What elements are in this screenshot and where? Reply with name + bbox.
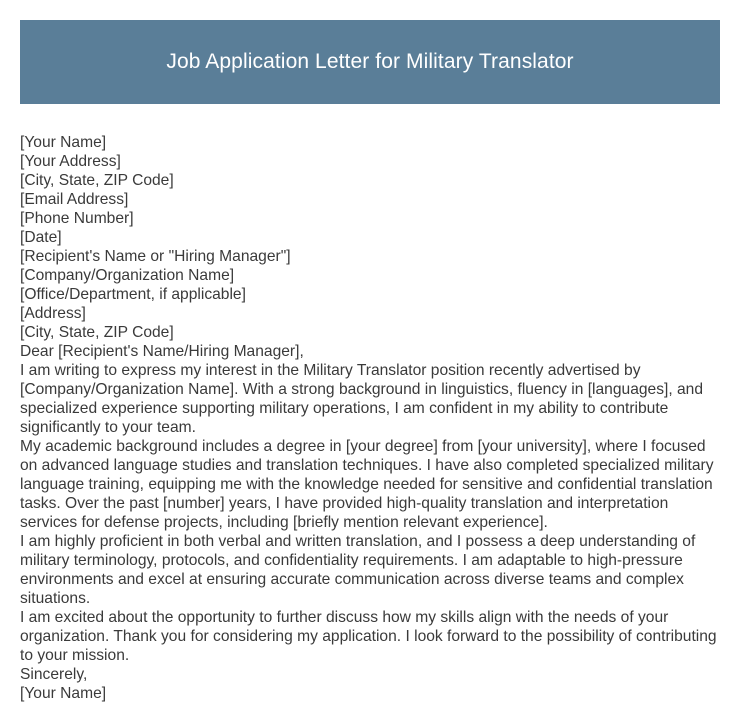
recipient-name: [Recipient's Name or "Hiring Manager"] xyxy=(20,248,291,265)
sender-name: [Your Name] xyxy=(20,134,107,151)
paragraph-skills: I am highly proficient in both verbal and written translation, and I possess a deep understanding of military terminology, protocols, and confidentiality requirements. I am adaptable to high-pressure environments and excel at ensuring accurate communication across diverse teams and complex situations. xyxy=(20,533,696,607)
sender-email: [Email Address] xyxy=(20,191,129,208)
sender-address: [Your Address] xyxy=(20,153,121,170)
paragraph-intro: I am writing to express my interest in the Military Translator position recently advertised by [Company/Organization Name]. With a strong background in linguistics, fluency in [languages], and specialized experience supporting military operations, I am confident in my ability to contribute significantly to your team. xyxy=(20,362,704,436)
sender-phone: [Phone Number] xyxy=(20,210,134,227)
header-banner xyxy=(20,20,720,104)
page-title: Job Application Letter for Military Translator xyxy=(166,50,574,73)
letter-body xyxy=(20,133,720,703)
recipient-organization: [Company/Organization Name] xyxy=(20,267,235,284)
salutation: Dear [Recipient's Name/Hiring Manager], xyxy=(20,343,304,360)
paragraph-closing: I am excited about the opportunity to further discuss how my skills align with the needs of your organization. Thank you for considering my application. I look forward to the possibility of contributing to your mission. xyxy=(20,609,717,664)
letter-date: [Date] xyxy=(20,229,62,246)
recipient-address: [Address] xyxy=(20,305,86,322)
signature: [Your Name] xyxy=(20,685,107,702)
closing: Sincerely, xyxy=(20,666,88,683)
sender-city-state-zip: [City, State, ZIP Code] xyxy=(20,172,174,189)
recipient-department: [Office/Department, if applicable] xyxy=(20,286,246,303)
paragraph-background: My academic background includes a degree in [your degree] from [your university], where I focused on advanced language studies and translation techniques. I have also completed specialized military language training, equipping me with the knowledge needed for sensitive and confidential translation tasks. Over the past [number] years, I have provided high-quality translation and interpretation services for defense projects, including [briefly mention relevant experience]. xyxy=(20,438,714,531)
recipient-city-state-zip: [City, State, ZIP Code] xyxy=(20,324,174,341)
